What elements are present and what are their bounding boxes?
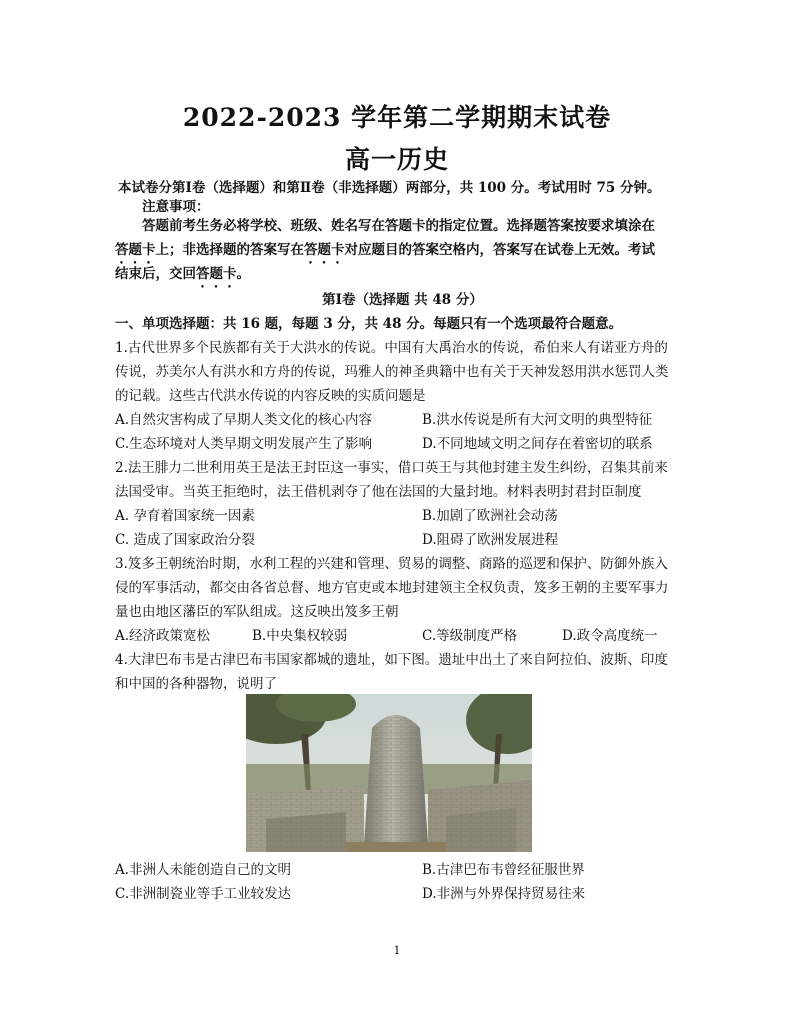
option-row: [115, 858, 690, 882]
option-d: D.政令高度统一: [562, 628, 658, 644]
great-zimbabwe-photo: [246, 694, 532, 852]
option-a: A.非洲人未能创造自己的文明: [115, 862, 292, 878]
section-instruction: 一、单项选择题：共 16 题，每题 3 分，共 48 分。每题只有一个选项最符合题意。: [115, 316, 623, 332]
option-c: C.生态环境对人类早期文明发展产生了影响: [115, 436, 373, 452]
notice-title: 注意事项：: [142, 199, 210, 215]
question-3-line: 侵的军事活动，都交由各省总督、地方官吏或本地封建领主全权负责，笈多王朝的主要军事力: [115, 580, 669, 596]
question-3-line: 量也由地区藩臣的军队组成。这反映出笈多王朝: [115, 604, 399, 620]
question-3-line: 3.笈多王朝统治时期，水利工程的兴建和管理、贸易的调整、商路的巡逻和保护、防御外族入: [115, 556, 668, 572]
exam-title: 2022-2023 学年第二学期期末试卷: [182, 103, 612, 132]
emphasis-answer-card: 答题卡: [304, 242, 345, 258]
notice-text: 。: [236, 266, 250, 282]
option-a: A.经济政策宽松: [115, 628, 211, 644]
option-row: [115, 504, 690, 528]
emphasis-answer-card: 答题卡: [115, 242, 156, 258]
notice-line-3: [115, 262, 690, 291]
notice-text: 上；非选择题的答案写在: [155, 242, 304, 258]
notice-line-1: 答题前考生务必将学校、班级、姓名写在答题卡的指定位置。选择题答案按要求填涂在: [142, 218, 655, 234]
emphasis-answer-card: 答题卡: [196, 266, 237, 282]
option-row: [115, 882, 690, 906]
notice-text: 结束后，交回: [115, 266, 196, 282]
option-a: A. 孕育着国家统一因素: [115, 508, 255, 524]
intro-line: 本试卷分第Ⅰ卷（选择题）和第Ⅱ卷（非选择题）两部分，共 100 分。考试用时 75 分钟。: [118, 180, 661, 196]
question-1-line: 的记载。这些古代洪水传说的内容反映的实质问题是: [115, 388, 426, 404]
option-d: D.不同地域文明之间存在着密切的联系: [422, 436, 653, 452]
question-1-line: 1.古代世界多个民族都有关于大洪水的传说。中国有大禹治水的传说，希伯来人有诺亚方舟的: [115, 340, 668, 356]
notice-text: 对应题目的答案空格内，答案写在试卷上无效。考试: [344, 242, 655, 258]
option-row: [115, 528, 690, 552]
question-4-line: 4.大津巴布韦是古津巴布韦国家都城的遗址，如下图。遗址中出土了来自阿拉伯、波斯、印度: [115, 652, 668, 668]
exam-subtitle: 高一历史: [344, 145, 449, 174]
option-c: C. 造成了国家政治分裂: [115, 532, 255, 548]
page-number: 1: [393, 944, 401, 957]
option-a: A.自然灾害构成了早期人类文化的核心内容: [115, 412, 373, 428]
question-4-line: 和中国的各种器物，说明了: [115, 676, 277, 692]
question-1-line: 传说，苏美尔人有洪水和方舟的传说，玛雅人的神圣典籍中也有关于天神发怒用洪水惩罚人类: [115, 364, 669, 380]
question-2-line: 2.法王腓力二世利用英王是法王封臣这一事实，借口英王与其他封建主发生纠纷，召集其前来: [115, 460, 668, 476]
question-2-line: 法国受审。当英王拒绝时，法王借机剥夺了他在法国的大量封地。材料表明封君封臣制度: [115, 484, 642, 500]
option-d: D.阻碍了欧洲发展进程: [422, 532, 559, 548]
option-b: B.加剧了欧洲社会动荡: [422, 508, 558, 524]
option-c: C.非洲制瓷业等手工业较发达: [115, 886, 292, 902]
option-b: B.古津巴布韦曾经征服世界: [422, 862, 585, 878]
option-b: B.洪水传说是所有大河文明的典型特征: [422, 412, 653, 428]
section-header: 第Ⅰ卷（选择题 共 48 分）: [322, 292, 483, 308]
option-b: B.中央集权较弱: [252, 628, 348, 644]
option-c: C.等级制度严格: [422, 628, 518, 644]
option-d: D.非洲与外界保持贸易往来: [422, 886, 586, 902]
